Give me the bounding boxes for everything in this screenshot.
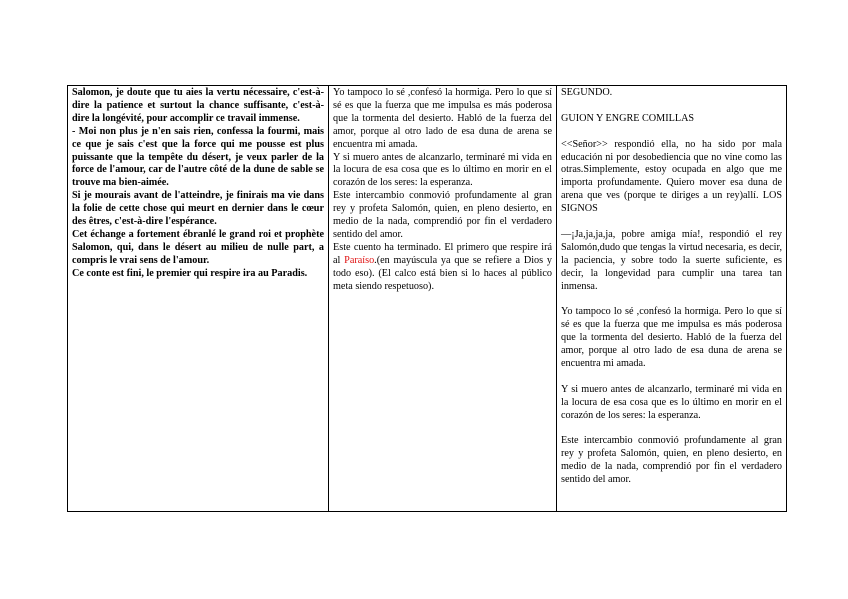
spanish-column-cell [329,86,557,512]
paragraph-text: Este cuento ha terminado. El primero que respire irá al [333,241,552,266]
translation-table [67,85,787,512]
french-paragraph: Si je mourais avant de l'atteindre, je finirais ma vie dans la folie de cette chose qui meurt en dernier dans le cœur des êtres, c'est-à-dire l'espérance. [72,190,324,228]
french-column-cell [68,86,329,512]
notes-paragraph: <<Señor>> respondió ella, no ha sido por mala educación ni por desobediencia que no vine como las otras.Simplemente, estoy ocupada en algo que me importa profundamente. Quiero mover esa duna de arena que ves (porque te diriges a un rey)allí. LOS SIGNOS [561,138,782,215]
french-paragraph: - Moi non plus je n'en sais rien, confessa la fourmi, mais ce que je sais c'est que la force qui me pousse est plus puissante que la tempête du désert, je veux parler de la force de l'amour, car de l'autre côté de la dune de sable se trouve ma bien-aimée. [72,125,324,189]
highlighted-word: Paraíso [344,254,375,266]
notes-paragraph: Yo tampoco lo sé ,confesó la hormiga. Pero lo que sí sé es que la fuerza que me impulsa es más poderosa que la tormenta del desierto. Habló de la fuerza del amor, porque al otro lado de esa duna de arena se encuentra mi amada. [561,306,782,369]
spanish-paragraph: Yo tampoco lo sé ,confesó la hormiga. Pero lo que sí sé es que la fuerza que me impulsa es más poderosa que la tormenta del desierto. Habló de la fuerza del amor, porque al otro lado de esa duna de arena se encuentra mi amada. [333,87,552,150]
table-row [68,86,787,512]
french-paragraph: Ce conte est fini, le premier qui respire ira au Paradis. [72,267,308,279]
notes-paragraph: —¡Ja,ja,ja,ja, pobre amiga mía!, respondió el rey Salomón,dudo que tengas la virtud necesaria, es decir, la paciencia, y sobre todo la suerte suficiente, es decir, la longevidad para cumplir una tarea tan inmensa. [561,228,782,292]
spanish-paragraph: Este intercambio conmovió profundamente al gran rey y profeta Salomón, quien, en pleno desierto, en medio de la nada, comprendió por fin el verdadero sentido del amor. [333,190,552,240]
notes-paragraph: Este intercambio conmovió profundamente al gran rey y profeta Salomón, quien, en pleno desierto, en medio de la nada, comprendió por fin el verdadero sentido del amor. [561,435,782,486]
french-paragraph: Cet échange a fortement ébranlé le grand roi et prophète Salomon, qui, dans le désert au milieu de nulle part, a compris le vrai sens de l'amour. [72,228,324,266]
paragraph-text: .(en mayúscula ya que se refiere a Dios y todo eso). (El calco está bien si lo haces al público meta siendo respetuoso). [333,254,552,292]
section-subheading: GUION Y ENGRE COMILLAS [561,112,695,124]
spanish-paragraph: Y si muero antes de alcanzarlo, terminaré mi vida en la locura de esa cosa que es lo último en morir en el corazón de los seres: la esperanza. [333,151,552,189]
section-heading: SEGUNDO. [561,87,613,98]
notes-paragraph: Y si muero antes de alcanzarlo, terminaré mi vida en la locura de esa cosa que es lo último en morir en el corazón de los seres: la esperanza. [561,383,782,421]
notes-column-cell [557,86,787,512]
spanish-paragraph-final [333,242,552,294]
french-paragraph: Salomon, je doute que tu aies la vertu nécessaire, c'est-à-dire la patience et surtout la chance suffisante, c'est-à-dire la longévité, pour accomplir ce travail immense. [72,87,324,124]
